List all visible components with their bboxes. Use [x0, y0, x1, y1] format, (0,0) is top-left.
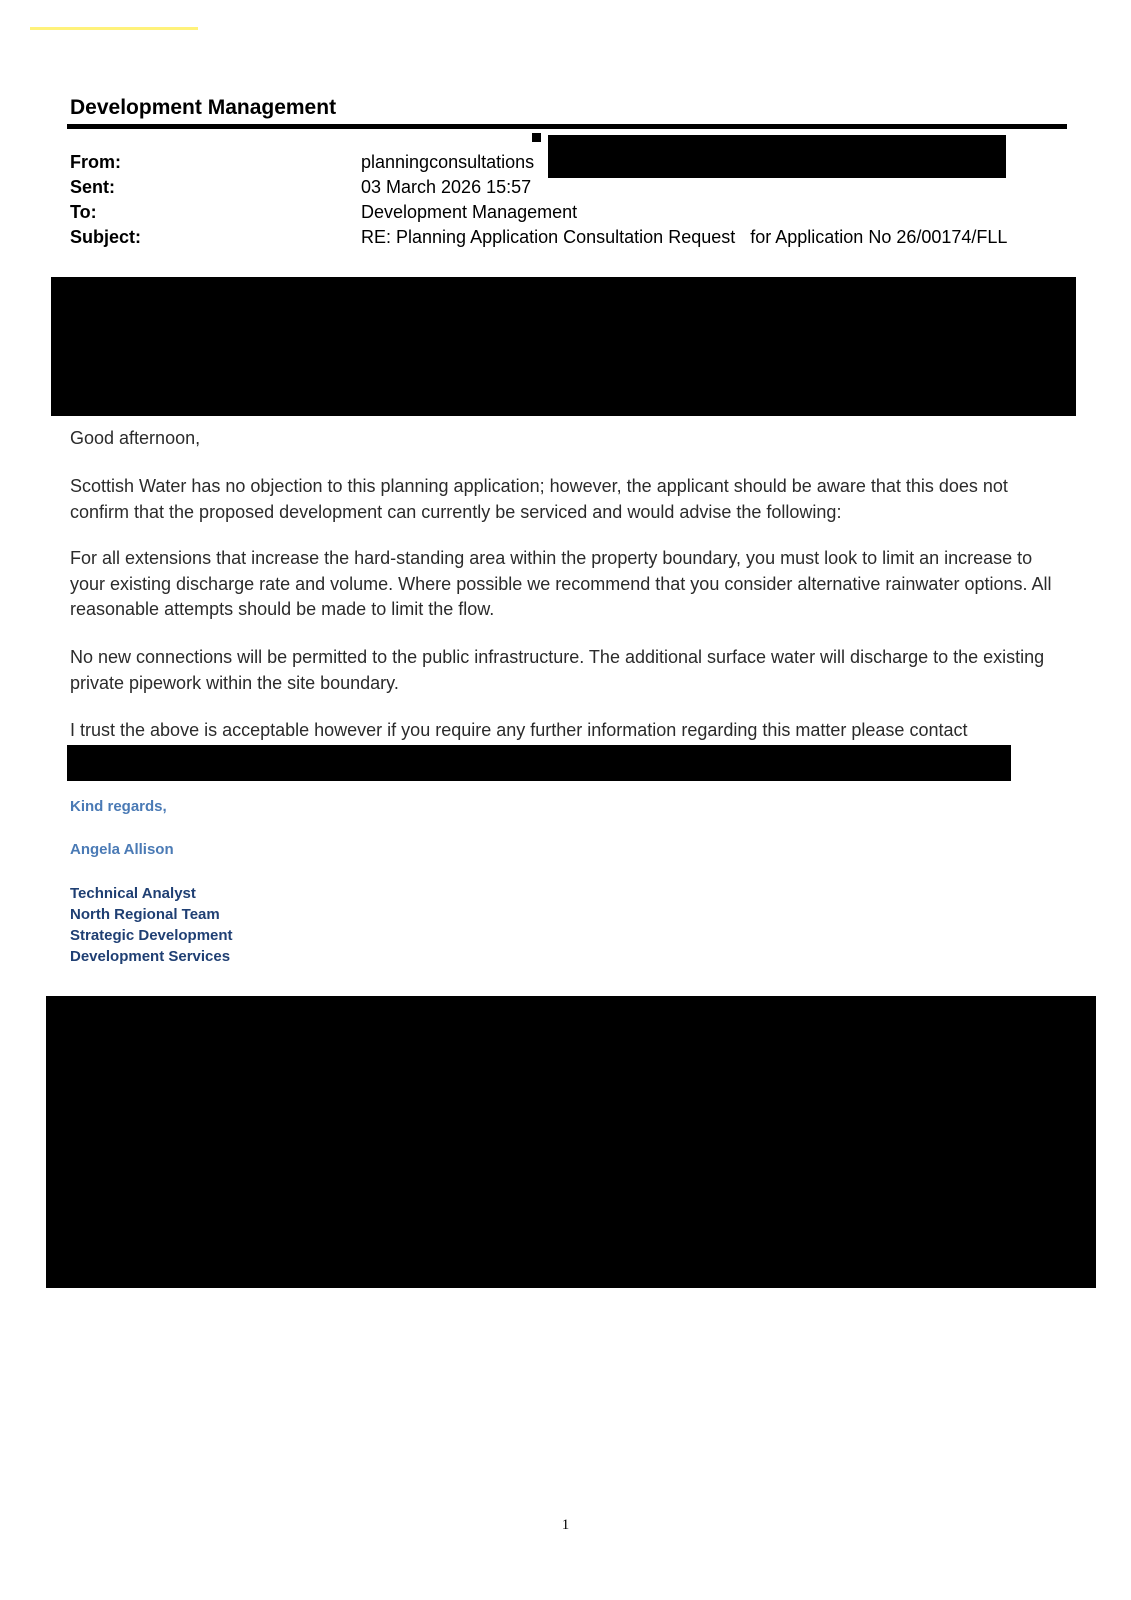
signature-department: Strategic Development: [70, 927, 233, 944]
to-value: Development Management: [361, 202, 578, 222]
body-paragraph: For all extensions that increase the hard-standing area within the property boundary, you must look to limit an increase to your existing discharge rate and volume. Where possible we recommend that you consider alternative rainwater options. All reasonable attempts should be made to limit the flow.: [70, 548, 1052, 619]
redaction-from-address: [548, 135, 1006, 178]
body-paragraph: I trust the above is acceptable however if you require any further information regarding this matter please contact: [70, 720, 968, 740]
to-label: To:: [70, 202, 97, 222]
body-paragraph: No new connections will be permitted to the public infrastructure. The additional surface water will discharge to the existing private pipework within the site boundary.: [70, 647, 1045, 693]
signature-team: North Regional Team: [70, 906, 220, 923]
redaction-block-top: [51, 277, 1076, 416]
document-title: Development Management: [70, 96, 337, 119]
signature-name: Angela Allison: [70, 841, 174, 858]
body-paragraph: Scottish Water has no objection to this planning application; however, the applicant should be aware that this does not confirm that the proposed development can currently be serviced and would advise the following:: [70, 476, 1008, 522]
sent-label: Sent:: [70, 177, 115, 197]
signature-job-title: Technical Analyst: [70, 885, 196, 902]
redaction-block-bottom: [46, 996, 1096, 1288]
subject-label: Subject:: [70, 227, 142, 247]
sent-value: 03 March 2026 15:57: [361, 177, 532, 197]
page-number: 1: [561, 1517, 570, 1533]
signature-division: Development Services: [70, 948, 231, 965]
highlight-mark: [30, 27, 198, 30]
title-rule: [67, 124, 1067, 129]
subject-value: RE: Planning Application Consultation Request for Application No 26/00174/FLL: [361, 227, 1008, 247]
square-marker: [532, 133, 541, 142]
greeting: Good afternoon,: [70, 428, 201, 448]
redaction-contact: [67, 745, 1011, 781]
from-label: From:: [70, 152, 121, 172]
from-value: planningconsultations: [361, 152, 535, 172]
signature-closing: Kind regards,: [70, 798, 167, 815]
